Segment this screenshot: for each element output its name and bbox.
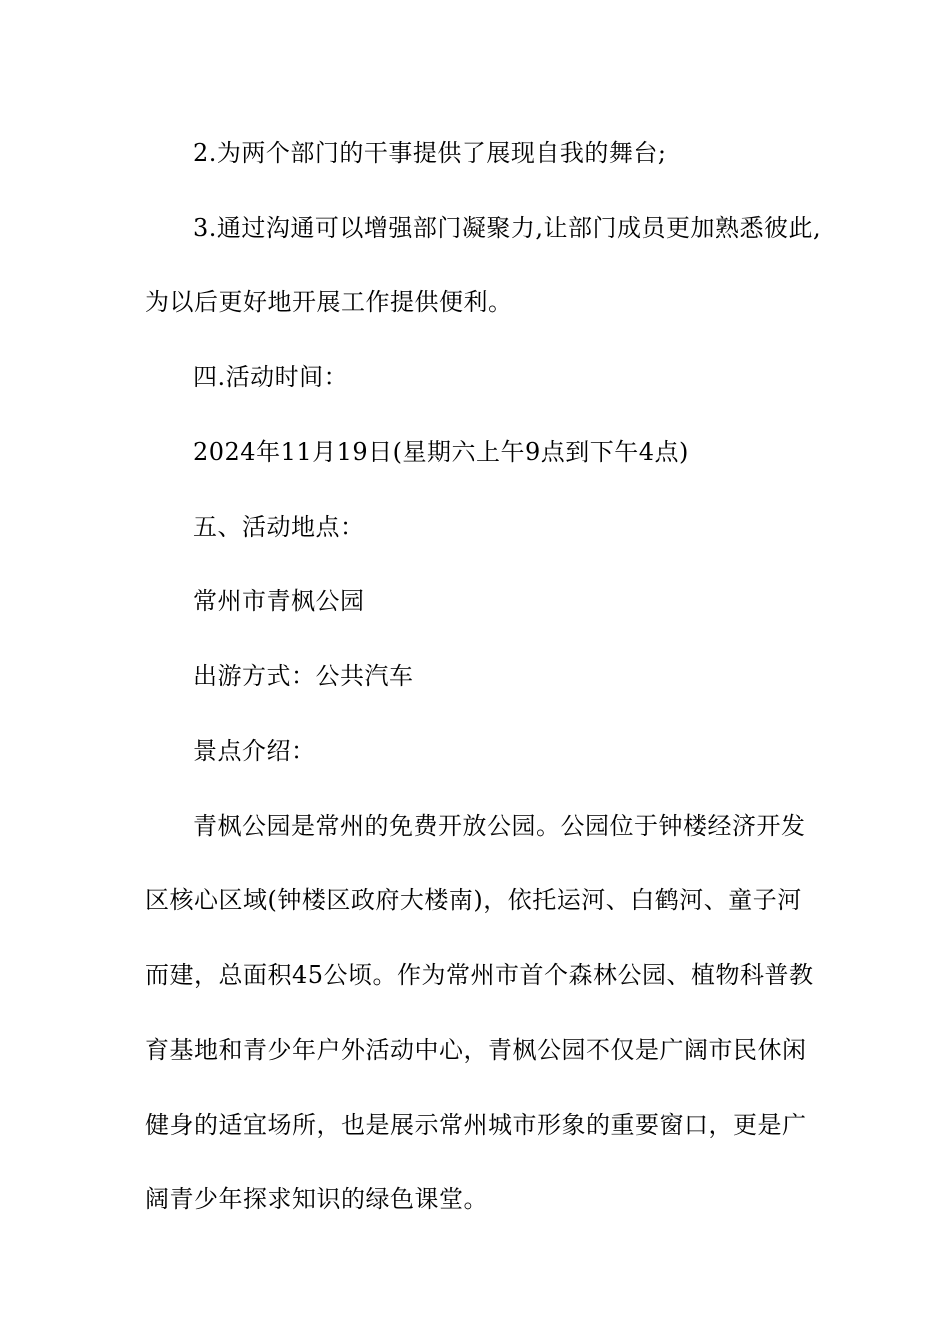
travel-method: 出游方式：公共汽车 [193,662,414,690]
intro-paragraph-line-6: 阔青少年探求知识的绿色课堂。 [145,1185,488,1213]
activity-date: 2024年11月19日(星期六上午9点到下午4点) [193,438,689,466]
intro-paragraph-line-5: 健身的适宜场所，也是展示常州城市形象的重要窗口，更是广 [145,1111,807,1139]
list-item-3-continued: 为以后更好地开展工作提供便利。 [145,288,513,316]
intro-paragraph-line-3: 而建，总面积45公顷。作为常州市首个森林公园、植物科普教 [145,961,814,989]
intro-paragraph-line-4: 育基地和青少年户外活动中心，青枫公园不仅是广阔市民休闲 [145,1036,807,1064]
section-heading-time: 四.活动时间： [193,363,349,391]
intro-paragraph-line-2: 区核心区域(钟楼区政府大楼南)，依托运河、白鹤河、童子河 [145,886,802,914]
list-item-3: 3.通过沟通可以增强部门凝聚力,让部门成员更加熟悉彼此, [193,214,822,242]
activity-location: 常州市青枫公园 [193,587,365,615]
list-item-2: 2.为两个部门的干事提供了展现自我的舞台; [193,139,667,167]
intro-paragraph-line-1: 青枫公园是常州的免费开放公园。公园位于钟楼经济开发 [193,812,806,840]
section-heading-location: 五、活动地点： [193,513,365,541]
section-heading-intro: 景点介绍： [193,737,316,765]
